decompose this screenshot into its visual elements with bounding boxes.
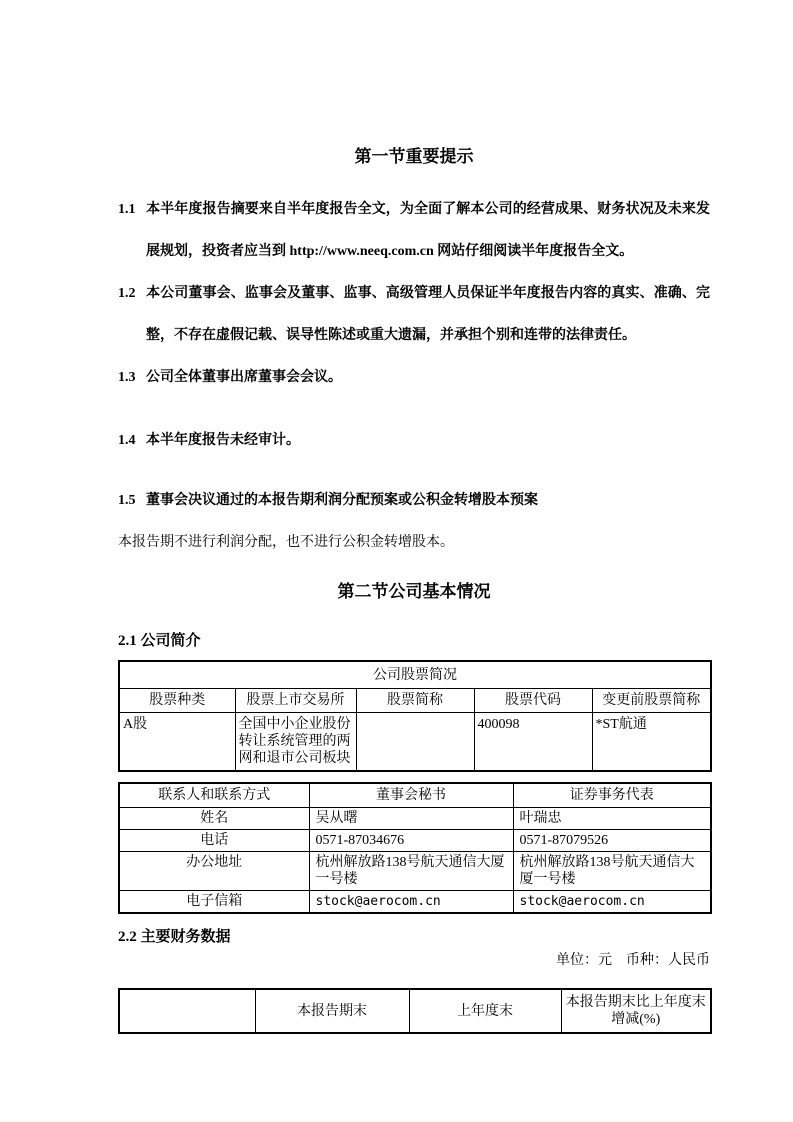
table-row [119,808,711,830]
stock-summary-table [118,660,712,772]
stock-class-cell: A股 [119,713,235,772]
finance-table-header-previous: 上年度末 [409,989,561,1033]
contact-table-header: 联系人和联系方式 [119,783,309,808]
table-row [119,713,711,772]
stock-table-header: 变更前股票简称 [592,689,711,713]
clause-number: 1.4 [118,433,136,448]
stock-code-cell: 400098 [474,713,592,772]
clause-text: 董事会决议通过的本报告期利润分配预案或公积金转增股本预案 [146,493,538,508]
phone-label-cell: 电话 [119,830,309,852]
name-label-cell: 姓名 [119,808,309,830]
table-row [119,989,711,1033]
clause-text: 本半年度报告摘要来自半年度报告全文，为全面了解本公司的经营成果、财务状况及未来发展规划，投资者应当到 http://www.neeq.com.cn 网站仔细阅读半年度报告全文。 [146,202,710,259]
secretary-address-cell: 杭州解放路138号航天通信大厦一号楼 [309,852,513,891]
clause-number: 1.1 [118,202,136,217]
email-label-cell: 电子信箱 [119,891,309,914]
profit-distribution-note: 本报告期不进行利润分配，也不进行公积金转增股本。 [118,535,454,550]
representative-email-cell: stock@aerocom.cn [513,891,711,914]
representative-phone-cell: 0571-87079526 [513,830,711,852]
contact-table-header: 董事会秘书 [309,783,513,808]
section1-title: 第一节重要提示 [354,147,474,166]
table-row [119,891,711,914]
clause-1-5 [118,480,710,522]
stock-table-caption: 公司股票简况 [119,661,711,689]
table-row [119,689,711,713]
contact-table-header: 证券事务代表 [513,783,711,808]
table-row [119,661,711,689]
clause-text: 公司全体董事出席董事会会议。 [146,370,342,385]
table-row [119,852,711,891]
clause-1-4 [118,420,710,462]
clause-text: 本公司董事会、监事会及董事、监事、高级管理人员保证半年度报告内容的真实、准确、完整，不存在虚假记载、误导性陈述或重大遗漏，并承担个别和连带的法律责任。 [146,286,710,343]
representative-name-cell: 叶瑞忠 [513,808,711,830]
clause-number: 1.5 [118,493,136,508]
stock-table-header: 股票种类 [119,689,235,713]
table-row [119,830,711,852]
secretary-email-cell: stock@aerocom.cn [309,891,513,914]
finance-table-header-change: 本报告期末比上年度末增减(%) [561,989,711,1033]
clause-number: 1.3 [118,370,136,385]
former-shortname-cell: *ST航通 [592,713,711,772]
representative-address-cell: 杭州解放路138号航天通信大厦一号楼 [513,852,711,891]
section2-title: 第二节公司基本情况 [337,582,491,601]
finance-table-header-empty [119,989,255,1033]
finance-table [118,988,712,1034]
listing-exchange-cell: 全国中小企业股份转让系统管理的两网和退市公司板块 [235,713,356,772]
secretary-phone-cell: 0571-87034676 [309,830,513,852]
contact-table [118,782,712,914]
currency-unit-note: 单位：元 币种：人民币 [556,953,710,968]
clause-number: 1.2 [118,286,136,301]
clause-1-3 [118,357,710,399]
company-profile-heading: 2.1 公司简介 [118,633,201,649]
financial-data-heading: 2.2 主要财务数据 [118,929,231,945]
table-row [119,783,711,808]
address-label-cell: 办公地址 [119,852,309,891]
clause-text: 本半年度报告未经审计。 [146,433,300,448]
stock-table-header: 股票简称 [356,689,474,713]
clause-1-2 [118,273,710,357]
stock-shortname-cell [356,713,474,772]
stock-table-header: 股票代码 [474,689,592,713]
clause-1-1 [118,189,710,273]
secretary-name-cell: 吴从曙 [309,808,513,830]
stock-table-header: 股票上市交易所 [235,689,356,713]
finance-table-header-current: 本报告期末 [255,989,409,1033]
page-content [118,0,710,1034]
